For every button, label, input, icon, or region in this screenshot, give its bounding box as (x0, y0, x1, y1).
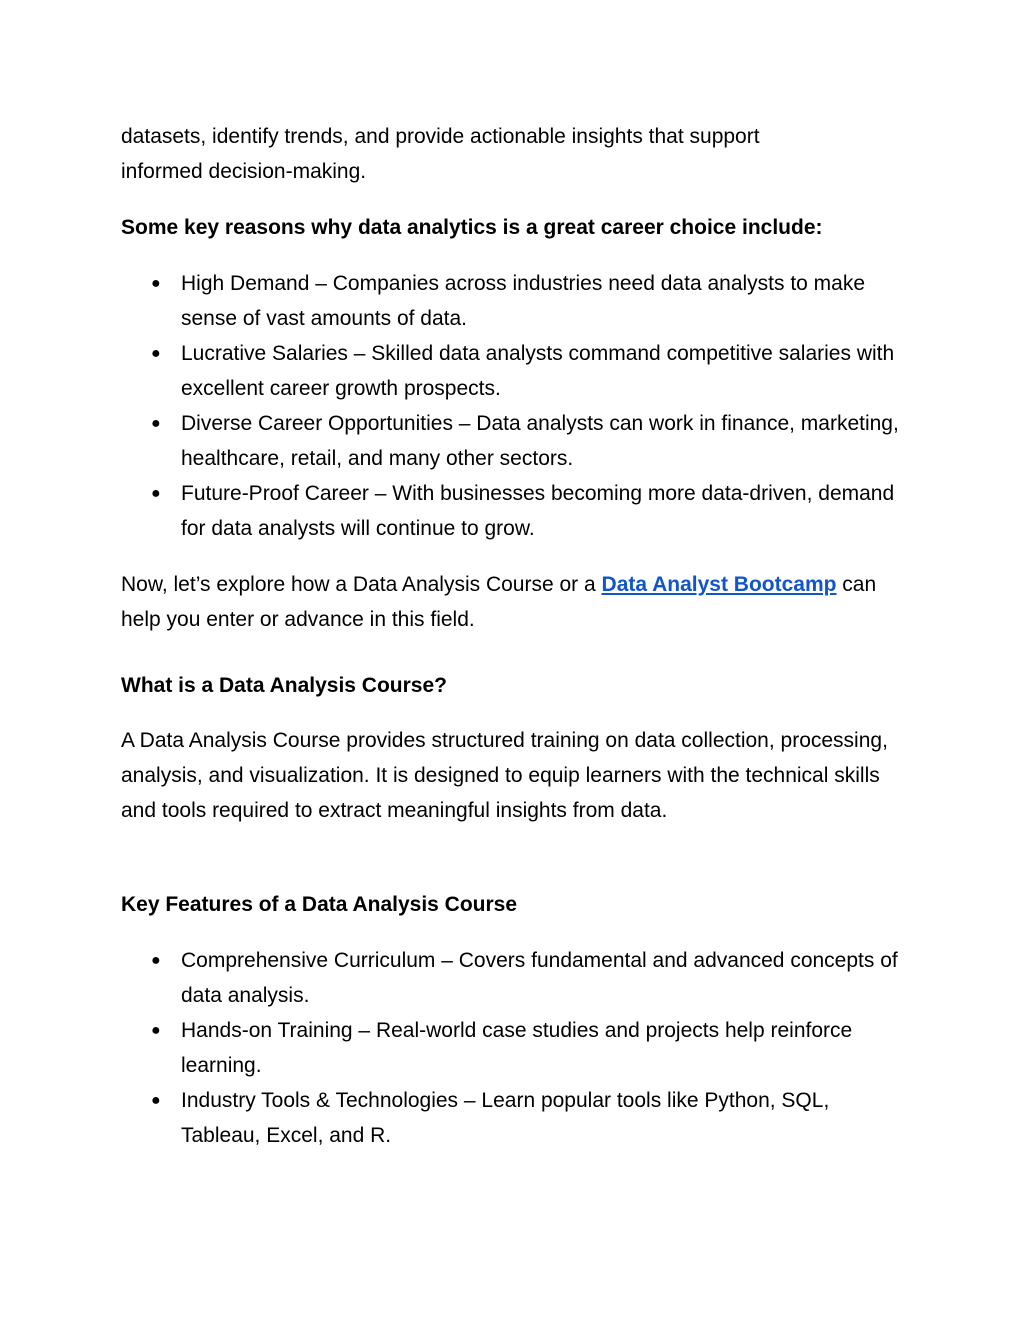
bullet-icon: ● (151, 1022, 161, 1039)
reasons-list (121, 266, 906, 546)
list-item (121, 266, 906, 336)
bullet-icon: ● (151, 275, 161, 292)
list-item-text: Future-Proof Career – With businesses becoming more data-driven, demand for data analysts will continue to grow. (181, 482, 895, 540)
list-item-text: Comprehensive Curriculum – Covers fundamental and advanced concepts of data analysis. (181, 949, 898, 1007)
bullet-icon: ● (151, 485, 161, 502)
list-item (121, 476, 906, 546)
features-list (121, 943, 906, 1153)
list-item-text: Lucrative Salaries – Skilled data analysts command competitive salaries with excellent career growth prospects. (181, 342, 895, 400)
list-item (121, 336, 906, 406)
list-item-text: Industry Tools & Technologies – Learn popular tools like Python, SQL, Tableau, Excel, and R. (181, 1089, 830, 1147)
transition-paragraph (121, 567, 896, 637)
features-heading: Key Features of a Data Analysis Course (121, 893, 518, 916)
transition-text-after: can help you enter or advance in this field. (121, 573, 877, 631)
list-item-text: High Demand – Companies across industries need data analysts to make sense of vast amounts of data. (181, 272, 866, 330)
course-description: A Data Analysis Course provides structured training on data collection, processing, analysis, and visualization. It is designed to equip learners with the technical skills and tools required to extract meaningful insights from data. (121, 729, 888, 822)
intro-paragraph: datasets, identify trends, and provide actionable insights that support informed decision-making. (121, 125, 760, 183)
bootcamp-link[interactable]: Data Analyst Bootcamp (601, 573, 837, 596)
list-item-text: Hands-on Training – Real-world case studies and projects help reinforce learning. (181, 1019, 853, 1077)
reasons-heading: Some key reasons why data analytics is a great career choice include: (121, 216, 823, 239)
course-heading: What is a Data Analysis Course? (121, 674, 447, 697)
bullet-icon: ● (151, 345, 161, 362)
list-item (121, 406, 906, 476)
bullet-icon: ● (151, 1092, 161, 1109)
list-item-text: Diverse Career Opportunities – Data analysts can work in finance, marketing, healthcare, retail, and many other sectors. (181, 412, 899, 470)
list-item (121, 1083, 906, 1153)
list-item (121, 943, 906, 1013)
list-item (121, 1013, 906, 1083)
bullet-icon: ● (151, 952, 161, 969)
bullet-icon: ● (151, 415, 161, 432)
transition-text-before: Now, let’s explore how a Data Analysis Course or a (121, 573, 602, 596)
